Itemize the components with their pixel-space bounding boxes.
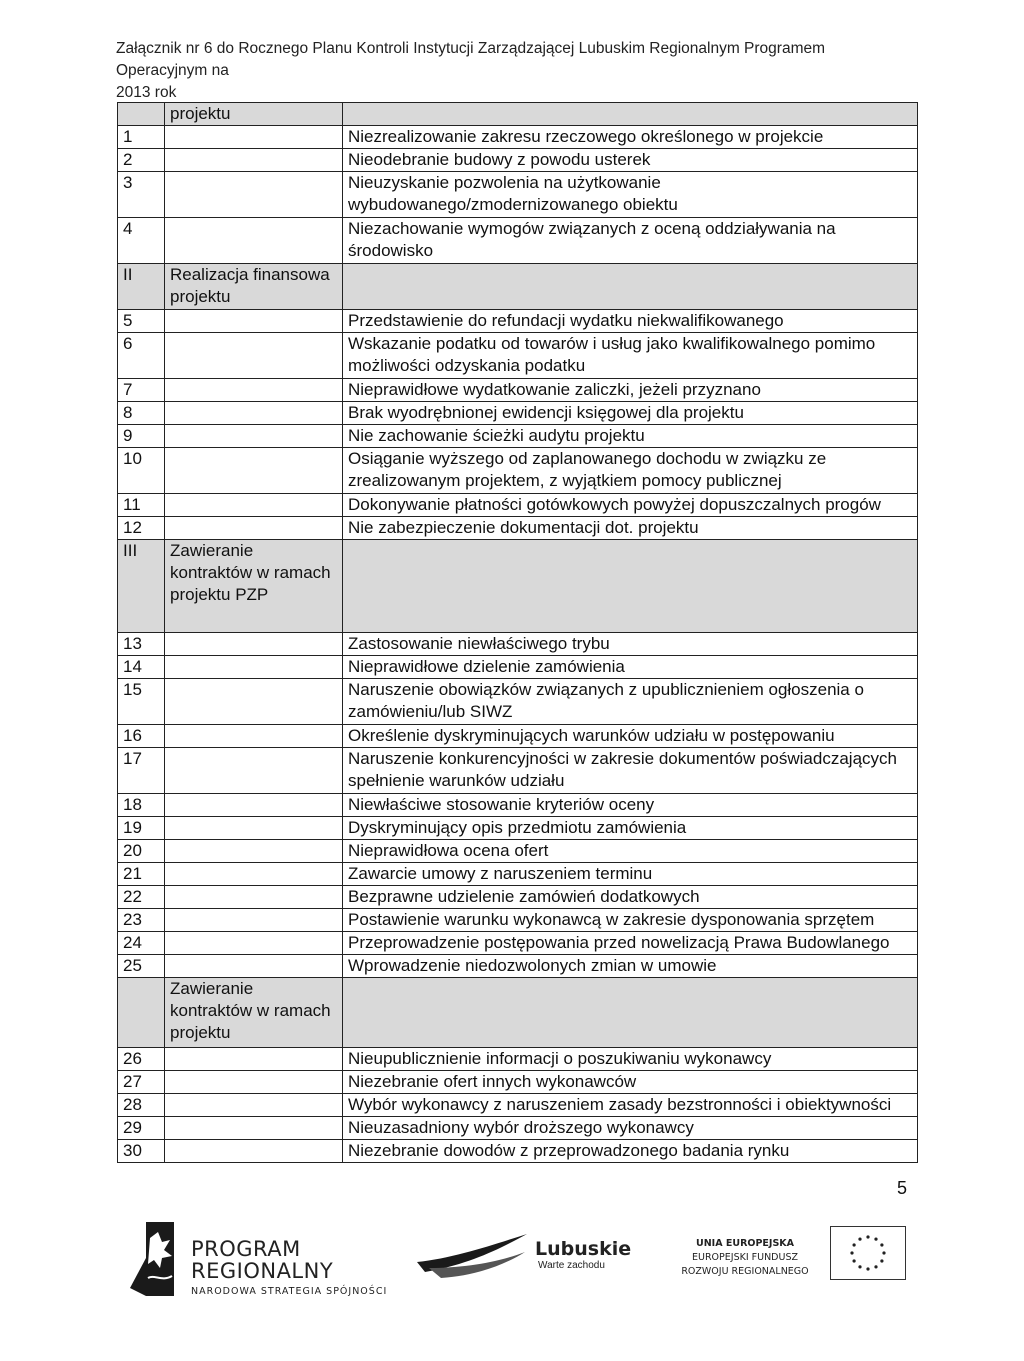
description-cell: Niezebranie ofert innych wykonawców: [343, 1071, 918, 1094]
header-line-2: 2013 rok: [116, 84, 177, 101]
category-cell: [165, 886, 343, 909]
table-row: [118, 932, 918, 955]
description-cell: Nieodebranie budowy z powodu usterek: [343, 149, 918, 172]
program-title-line-1: PROGRAM: [191, 1237, 301, 1261]
table-row: [118, 1117, 918, 1140]
category-cell: [165, 932, 343, 955]
category-cell: [165, 310, 343, 333]
program-regionalny-logo-icon: [128, 1218, 178, 1298]
eu-line-3: ROZWOJU REGIONALNEGO: [681, 1266, 809, 1277]
row-number-cell: 17: [118, 748, 165, 794]
row-number-cell: 24: [118, 932, 165, 955]
eu-star: [882, 1251, 885, 1254]
table-row: [118, 517, 918, 540]
description-cell: Bezprawne udzielenie zamówień dodatkowych: [343, 886, 918, 909]
lubuskie-logo-text: [535, 1238, 631, 1271]
section-header-row: [118, 540, 918, 633]
row-number-cell: 16: [118, 725, 165, 748]
section-header-row: [118, 264, 918, 310]
description-cell: Nieprawidłowe wydatkowanie zaliczki, jeżeli przyznano: [343, 379, 918, 402]
description-cell: Nie zachowanie ścieżki audytu projektu: [343, 425, 918, 448]
row-number-cell: 12: [118, 517, 165, 540]
category-cell: [165, 218, 343, 264]
row-number-cell: 18: [118, 794, 165, 817]
description-cell: Nieuzyskanie pozwolenia na użytkowanie wybudowanego/zmodernizowanego obiektu: [343, 172, 918, 218]
eu-star: [874, 1265, 877, 1268]
category-cell: [165, 172, 343, 218]
category-cell: [165, 379, 343, 402]
program-subtitle: NARODOWA STRATEGIA SPÓJNOŚCI: [191, 1286, 388, 1297]
category-cell: Zawieranie kontraktów w ramach projektu: [165, 978, 343, 1048]
row-number-cell: II: [118, 264, 165, 310]
row-number-cell: 28: [118, 1094, 165, 1117]
row-number-cell: 11: [118, 494, 165, 517]
category-cell: [165, 679, 343, 725]
page-number: 5: [897, 1178, 908, 1198]
category-cell: [165, 725, 343, 748]
table-row: [118, 886, 918, 909]
footer-logos: [0, 1218, 1024, 1308]
table-row: [118, 333, 918, 379]
eu-star: [866, 1235, 869, 1238]
description-cell: Nieprawidłowa ocena ofert: [343, 840, 918, 863]
section-header-row: [118, 978, 918, 1048]
category-cell: [165, 955, 343, 978]
description-cell: Określenie dyskryminujących warunków udziału w postępowaniu: [343, 725, 918, 748]
row-number-cell: 8: [118, 402, 165, 425]
eu-star: [880, 1259, 883, 1262]
description-cell: Naruszenie obowiązków związanych z upublicznieniem ogłoszenia o zamówieniu/lub SIWZ: [343, 679, 918, 725]
description-cell: [343, 978, 918, 1048]
table-row: [118, 863, 918, 886]
description-cell: Postawienie warunku wykonawcą w zakresie dysponowania sprzętem: [343, 909, 918, 932]
description-cell: Zawarcie umowy z naruszeniem terminu: [343, 863, 918, 886]
row-number-cell: 6: [118, 333, 165, 379]
category-cell: [165, 633, 343, 656]
description-cell: Niezachowanie wymogów związanych z oceną oddziaływania na środowisko: [343, 218, 918, 264]
table-row: [118, 310, 918, 333]
table-row: [118, 656, 918, 679]
row-number-cell: 30: [118, 1140, 165, 1163]
eu-fund-text: [665, 1237, 825, 1279]
table-row: [118, 494, 918, 517]
description-cell: Wybór wykonawcy z naruszeniem zasady bezstronności i obiektywności: [343, 1094, 918, 1117]
table-row: [118, 748, 918, 794]
description-cell: Naruszenie konkurencyjności w zakresie dokumentów poświadczających spełnienie warunków udziału: [343, 748, 918, 794]
category-cell: [165, 909, 343, 932]
description-cell: Wskazanie podatku od towarów i usług jako kwalifikowalnego pomimo możliwości odzyskania podatku: [343, 333, 918, 379]
category-cell: [165, 448, 343, 494]
document-header: [116, 38, 916, 104]
row-number-cell: 15: [118, 679, 165, 725]
eu-star: [880, 1243, 883, 1246]
table-row: [118, 402, 918, 425]
category-cell: [165, 1117, 343, 1140]
category-cell: projektu: [165, 103, 343, 126]
category-cell: [165, 126, 343, 149]
row-number-cell: 10: [118, 448, 165, 494]
description-cell: [343, 540, 918, 633]
risk-table-body: [118, 103, 918, 1163]
table-row: [118, 425, 918, 448]
row-number-cell: 25: [118, 955, 165, 978]
category-cell: [165, 1140, 343, 1163]
description-cell: Przedstawienie do refundacji wydatku niekwalifikowanego: [343, 310, 918, 333]
eu-flag-icon: [830, 1226, 906, 1280]
eu-line-1: UNIA EUROPEJSKA: [696, 1238, 794, 1249]
row-number-cell: 9: [118, 425, 165, 448]
table-row: [118, 1071, 918, 1094]
description-cell: Nie zabezpieczenie dokumentacji dot. projektu: [343, 517, 918, 540]
row-number-cell: 27: [118, 1071, 165, 1094]
row-number-cell: 7: [118, 379, 165, 402]
category-cell: Realizacja finansowa projektu: [165, 264, 343, 310]
row-number-cell: 5: [118, 310, 165, 333]
table-row: [118, 379, 918, 402]
eu-line-2: EUROPEJSKI FUNDUSZ: [692, 1252, 798, 1263]
table-row: [118, 909, 918, 932]
row-number-cell: 26: [118, 1048, 165, 1071]
category-cell: [165, 656, 343, 679]
description-cell: Niezebranie dowodów z przeprowadzonego badania rynku: [343, 1140, 918, 1163]
description-cell: Niezrealizowanie zakresu rzeczowego określonego w projekcie: [343, 126, 918, 149]
description-cell: Osiąganie wyższego od zaplanowanego dochodu w związku ze zrealizowanym projektem, z wyjątkiem pomocy publicznej: [343, 448, 918, 494]
row-number-cell: 2: [118, 149, 165, 172]
header-line-1: Załącznik nr 6 do Rocznego Planu Kontroli Instytucji Zarządzającej Lubuskim Regionalnym Programem Operacyjnym na: [116, 40, 826, 79]
category-cell: [165, 794, 343, 817]
table-row: [118, 126, 918, 149]
category-cell: [165, 863, 343, 886]
table-row: [118, 725, 918, 748]
eu-star: [858, 1265, 861, 1268]
row-number-cell: 23: [118, 909, 165, 932]
eu-star: [858, 1238, 861, 1241]
table-row: [118, 633, 918, 656]
row-number-cell: 14: [118, 656, 165, 679]
risk-table: [117, 102, 918, 1163]
row-number-cell: 4: [118, 218, 165, 264]
eu-star: [874, 1238, 877, 1241]
category-cell: [165, 425, 343, 448]
table-row: [118, 1140, 918, 1163]
description-cell: Przeprowadzenie postępowania przed nowelizacją Prawa Budowlanego: [343, 932, 918, 955]
eu-star: [850, 1251, 853, 1254]
row-number-cell: III: [118, 540, 165, 633]
row-number-cell: 29: [118, 1117, 165, 1140]
row-number-cell: 3: [118, 172, 165, 218]
category-cell: [165, 333, 343, 379]
table-row: [118, 218, 918, 264]
category-cell: [165, 1071, 343, 1094]
table-row: [118, 1094, 918, 1117]
lubuskie-tagline: Warte zachodu: [538, 1260, 605, 1271]
description-cell: Nieprawidłowe dzielenie zamówienia: [343, 656, 918, 679]
program-title-line-2: REGIONALNY: [191, 1259, 334, 1283]
eu-star: [853, 1259, 856, 1262]
row-number-cell: 21: [118, 863, 165, 886]
lubuskie-swoosh-icon: [415, 1228, 530, 1280]
table-row: [118, 172, 918, 218]
description-cell: [343, 103, 918, 126]
row-number-cell: [118, 978, 165, 1048]
category-cell: [165, 517, 343, 540]
description-cell: Zastosowanie niewłaściwego trybu: [343, 633, 918, 656]
description-cell: Dokonywanie płatności gotówkowych powyżej dopuszczalnych progów: [343, 494, 918, 517]
category-cell: [165, 1048, 343, 1071]
row-number-cell: 19: [118, 817, 165, 840]
category-cell: [165, 402, 343, 425]
row-number-cell: 1: [118, 126, 165, 149]
category-cell: Zawieranie kontraktów w ramach projektu PZP: [165, 540, 343, 633]
table-row: [118, 679, 918, 725]
table-row: [118, 817, 918, 840]
description-cell: Wprowadzenie niedozwolonych zmian w umowie: [343, 955, 918, 978]
table-row: [118, 840, 918, 863]
lubuskie-name: Lubuskie: [535, 1238, 632, 1260]
category-cell: [165, 817, 343, 840]
row-number-cell: [118, 103, 165, 126]
section-header-row: [118, 103, 918, 126]
table-row: [118, 149, 918, 172]
description-cell: [343, 264, 918, 310]
table-row: [118, 448, 918, 494]
table-row: [118, 955, 918, 978]
category-cell: [165, 149, 343, 172]
row-number-cell: 13: [118, 633, 165, 656]
eu-star: [866, 1267, 869, 1270]
description-cell: Niewłaściwe stosowanie kryteriów oceny: [343, 794, 918, 817]
description-cell: Brak wyodrębnionej ewidencji księgowej dla projektu: [343, 402, 918, 425]
row-number-cell: 22: [118, 886, 165, 909]
category-cell: [165, 748, 343, 794]
row-number-cell: 20: [118, 840, 165, 863]
description-cell: Nieuzasadniony wybór droższego wykonawcy: [343, 1117, 918, 1140]
eu-star: [853, 1243, 856, 1246]
description-cell: Nieupublicznienie informacji o poszukiwaniu wykonawcy: [343, 1048, 918, 1071]
category-cell: [165, 840, 343, 863]
table-row: [118, 794, 918, 817]
description-cell: Dyskryminujący opis przedmiotu zamówienia: [343, 817, 918, 840]
table-row: [118, 1048, 918, 1071]
program-regionalny-text: [191, 1238, 387, 1297]
category-cell: [165, 494, 343, 517]
category-cell: [165, 1094, 343, 1117]
